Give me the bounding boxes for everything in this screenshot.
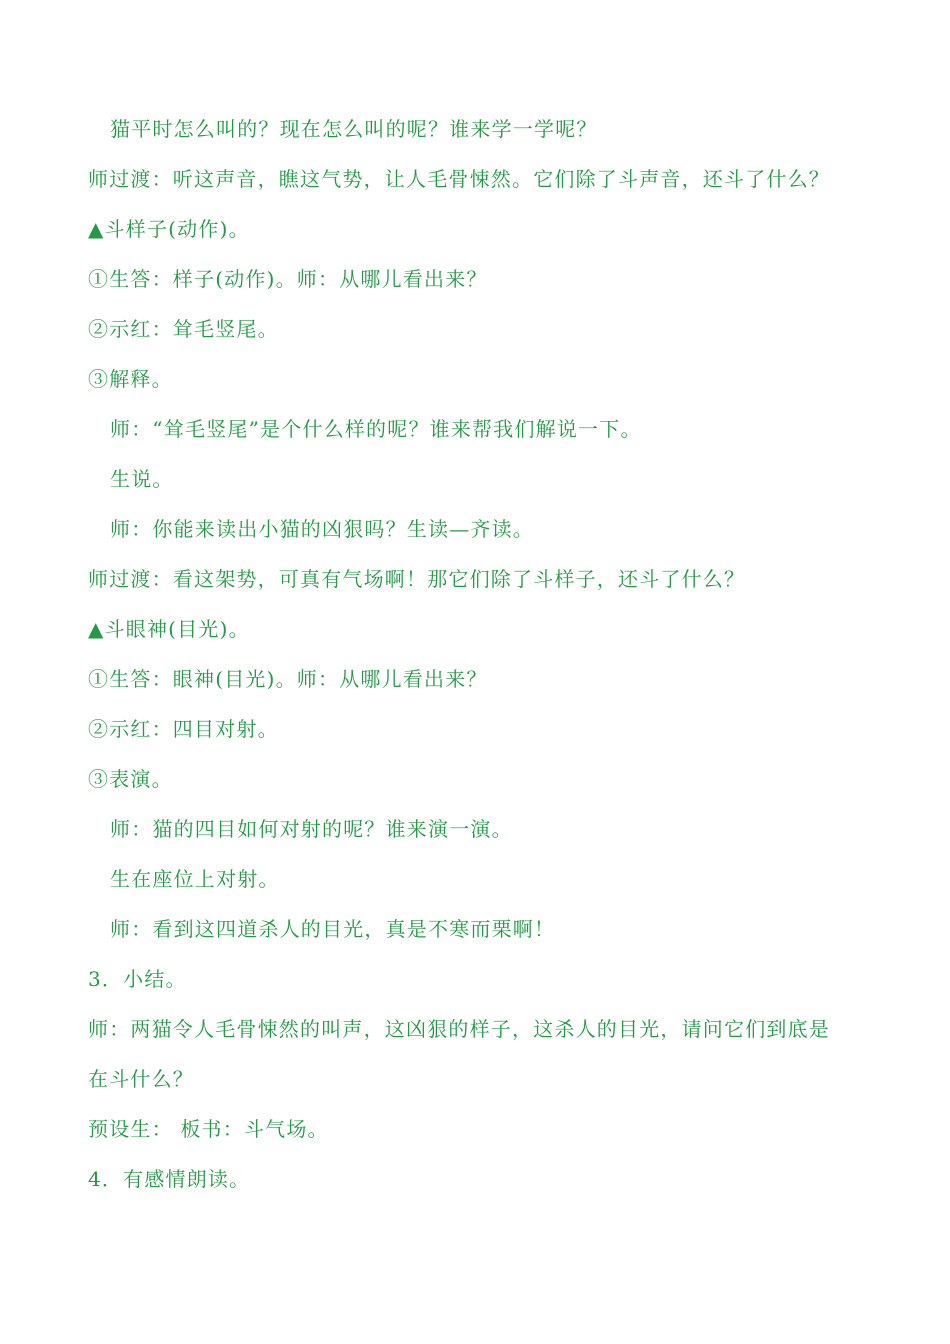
paragraph-student-stare: 生在座位上对射。 xyxy=(110,867,280,891)
paragraph-transition-posture: 师过渡：看这架势，可真有气场啊！那它们除了斗样子，还斗了什么？ xyxy=(88,567,746,591)
list-item-answer-eyes: ①生答：眼神(目光)。师：从哪儿看出来？ xyxy=(88,667,488,691)
numbered-heading-reading: 4．有感情朗读。 xyxy=(88,1167,251,1191)
list-item-perform: ③表演。 xyxy=(88,767,173,791)
paragraph-board-writing: 预设生： 板书：斗气场。 xyxy=(88,1117,329,1141)
paragraph-teacher-question-eyes: 师：猫的四目如何对射的呢？谁来演一演。 xyxy=(110,817,513,841)
paragraph-transition-sound: 师过渡：听这声音，瞧这气势，让人毛骨悚然。它们除了斗声音，还斗了什么？ xyxy=(88,167,830,191)
paragraph-summary-question-end: 在斗什么？ xyxy=(88,1067,194,1091)
section-heading-appearance: ▲斗样子(动作)。 xyxy=(88,217,250,241)
paragraph-teacher-summary-question: 师：两猫令人毛骨悚然的叫声，这凶狠的样子，这杀人的目光，请问它们到底是 xyxy=(88,1017,830,1041)
list-item-explain: ③解释。 xyxy=(88,367,173,391)
section-heading-eyes: ▲斗眼神(目光)。 xyxy=(88,617,250,641)
paragraph-teacher-question-fur: 师：“耸毛竖尾”是个什么样的呢？谁来帮我们解说一下。 xyxy=(110,417,642,441)
paragraph-student-speaks: 生说。 xyxy=(110,467,174,491)
lesson-text xyxy=(88,104,878,1204)
paragraph-teacher-read-fierce: 师：你能来读出小猫的凶狠吗？生读—齐读。 xyxy=(110,517,534,541)
list-item-highlight-eyes: ②示红：四目对射。 xyxy=(88,717,279,741)
list-item-answer-appearance: ①生答：样子(动作)。师：从哪儿看出来？ xyxy=(88,267,488,291)
paragraph-cat-calls: 猫平时怎么叫的？现在怎么叫的呢？谁来学一学呢？ xyxy=(110,117,598,141)
numbered-heading-summary: 3．小结。 xyxy=(88,967,187,991)
paragraph-teacher-shiver: 师：看到这四道杀人的目光，真是不寒而栗啊！ xyxy=(110,917,556,941)
list-item-highlight-appearance: ②示红：耸毛竖尾。 xyxy=(88,317,279,341)
